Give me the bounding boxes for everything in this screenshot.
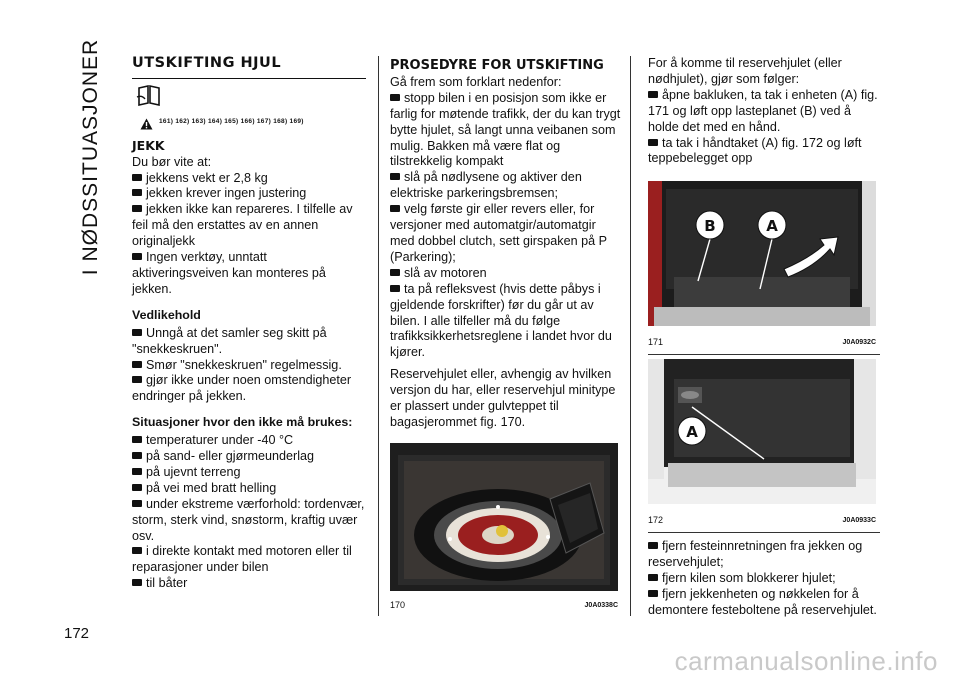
figure-caption	[390, 598, 618, 614]
warning-row	[140, 114, 366, 130]
list-item: ta på refleksvest (hvis dette påbys i gjeldende forskrifter) før du går ut av bilen. I alle tilfeller må du følge trafikksikkerhetsreglene i landet hvor du kjører.	[390, 282, 622, 362]
chapter-side-title	[79, 38, 102, 276]
list-item: fjern kilen som blokkerer hjulet;	[648, 571, 880, 587]
figure-171	[648, 181, 876, 351]
procedure-intro: Gå frem som forklart nedenfor:	[390, 74, 562, 89]
procedure-heading: PROSEDYRE FOR UTSKIFTING	[390, 58, 604, 73]
list-item: jekkens vekt er 2,8 kg	[132, 171, 366, 187]
figure-code: J0A0338C	[584, 601, 618, 609]
list-item: på vei med bratt helling	[132, 481, 366, 497]
figure-caption	[648, 513, 876, 529]
list-item: Smør "snekkeskruen" regelmessig.	[132, 358, 366, 374]
list-item: ta tak i håndtaket (A) fig. 172 og løft teppebelegget opp	[648, 136, 880, 168]
list-item: på sand- eller gjørmeunderlag	[132, 449, 366, 465]
column-divider-1	[378, 56, 379, 616]
figure-172	[648, 359, 876, 529]
list-item: fjern festeinnretningen fra jekken og reservehjulet;	[648, 539, 880, 571]
manual-book-icon	[136, 85, 164, 107]
figure-caption	[648, 335, 876, 351]
section-title: UTSKIFTING HJUL	[132, 55, 282, 71]
figure-code: J0A0933C	[842, 517, 876, 525]
column-divider-2	[630, 56, 631, 616]
chapter-title-text: I NØDSSITUASJONER	[79, 38, 102, 276]
spare-wheel-image	[390, 443, 618, 591]
trunk-carpet-image	[648, 359, 876, 504]
list-item: under ekstreme værforhold: tordenvær, storm, sterk vind, snøstorm, kraftig uvær osv.	[132, 496, 365, 543]
list-item: Ingen verktøy, unntatt aktiveringsveiven kan monteres på jekken.	[132, 250, 366, 298]
warning-references: 161) 162) 163) 164) 165) 166) 167) 168) 169)	[159, 117, 304, 125]
list-item: på ujevnt terreng	[132, 465, 366, 481]
figure-code: J0A0932C	[842, 339, 876, 347]
figure-170	[390, 443, 618, 614]
list-item: slå av motoren	[390, 266, 622, 282]
figure-label-a: A	[686, 423, 698, 442]
figure-label-a: A	[766, 217, 778, 236]
list-item: jekken ikke kan repareres. I tilfelle av feil må den erstattes av en annen originaljekk	[132, 202, 366, 250]
page-number: 172	[64, 625, 90, 642]
column-middle	[390, 56, 622, 614]
list-item: gjør ikke under noen omstendigheter endringer på jekken.	[132, 373, 366, 405]
figure-number: 172	[648, 515, 664, 526]
warning-triangle-icon	[140, 118, 153, 130]
spare-wheel-paragraph: Reservehjulet eller, avhengig av hvilken versjon du har, eller reservehjul minitype er plassert under gulvteppet til bagasjerommet fig. 170.	[390, 367, 616, 429]
figure-rule	[648, 354, 880, 355]
list-item: åpne bakluken, ta tak i enheten (A) fig. 171 og løft opp lasteplanet (B) ved å holde det med en hånd.	[648, 88, 880, 136]
list-item: til båter	[132, 576, 366, 592]
list-item: slå på nødlysene og aktiver den elektriske parkeringsbremsen;	[390, 170, 622, 202]
list-item: jekken krever ingen justering	[132, 186, 366, 202]
list-item: Unngå at det samler seg skitt på "snekkeskruen".	[132, 326, 366, 358]
column-right	[648, 56, 880, 619]
figure-label-b: B	[704, 217, 716, 236]
figure-number: 171	[648, 337, 664, 348]
jekk-intro: Du bør vite at:	[132, 154, 212, 169]
list-item: temperaturer under -40 °C	[132, 433, 366, 449]
list-item: i direkte kontakt med motoren eller til reparasjoner under bilen	[132, 544, 366, 576]
figure-number: 170	[390, 599, 406, 610]
jekk-heading: JEKK	[132, 137, 165, 153]
access-intro: For å komme til reservehjulet (eller nødhjulet), gjør som følger:	[648, 56, 842, 86]
situasjoner-heading: Situasjoner hvor den ikke må brukes:	[132, 415, 353, 430]
watermark-text: carmanualsonline.info	[674, 646, 938, 676]
list-item: fjern jekkenheten og nøkkelen for å demontere festeboltene på reservehjulet.	[648, 587, 880, 619]
trunk-floor-image	[648, 181, 876, 326]
figure-rule	[648, 532, 880, 533]
title-rule	[132, 78, 366, 79]
vedlikehold-heading: Vedlikehold	[132, 307, 201, 322]
list-item: stopp bilen i en posisjon som ikke er farlig for møtende trafikk, der du kan trygt bytte hjulet, så langt unna veibanen som mulig. Bakken må være flat og tilstrekkelig kompakt	[390, 90, 621, 169]
list-item: velg første gir eller revers eller, for versjoner med automatgir/automatgir med dobbel clutch, sett girspaken på P (Parkering);	[390, 202, 622, 266]
column-left	[132, 56, 366, 592]
